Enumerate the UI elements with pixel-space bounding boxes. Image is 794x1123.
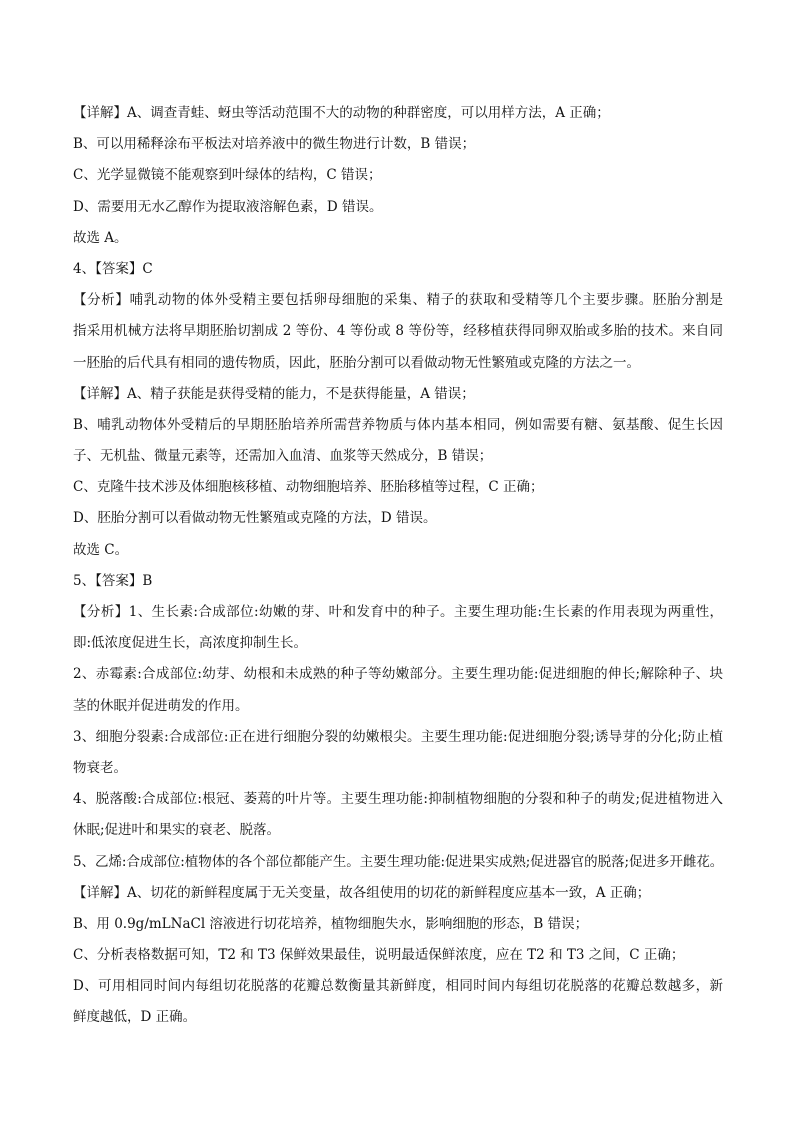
text-line: 2、赤霉素:合成部位:幼芽、幼根和未成熟的种子等幼嫩部分。主要生理功能:促进细胞的伸长;解除种子、块 [73,666,723,683]
text-line: 【详解】A、精子获能是获得受精的能力，不是获得能量，A 错误； [73,385,475,402]
text-line: 5、乙烯:合成部位:植物体的各个部位都能产生。主要生理功能:促进果实成熟;促进器官的脱落;促进多开雌花。 [73,853,723,870]
text-line: 子、无机盐、微量元素等，还需加入血清、血浆等天然成分，B 错误； [73,448,493,465]
text-line: B、哺乳动物体外受精后的早期胚胎培养所需营养物质与体内基本相同，例如需要有糖、氨基酸、促生长因 [73,416,723,433]
text-line: D、需要用无水乙醇作为提取液溶解色素，D 错误。 [73,198,383,215]
text-line: D、胚胎分割可以看做动物无性繁殖或克隆的方法，D 错误。 [73,510,437,527]
text-line: B、用 0.9g/mLNaCl 溶液进行切花培养，植物细胞失水，影响细胞的形态，B 错误； [73,915,589,932]
text-line: 【分析】1、生长素:合成部位:幼嫩的芽、叶和发育中的种子。主要生理功能:生长素的作用表现为两重性， [73,604,723,620]
text-line: 【分析】哺乳动物的体外受精主要包括卵母细胞的采集、精子的获取和受精等几个主要步骤。胚胎分割是 [73,292,723,309]
text-line: 物衰老。 [73,759,127,776]
text-line: 3、细胞分裂素:合成部位:正在进行细胞分裂的幼嫩根尖。主要生理功能:促进细胞分裂;诱导芽的分化;防止植 [73,728,723,745]
text-line: C、光学显微镜不能观察到叶绿体的结构，C 错误； [73,167,382,184]
text-line: 鲜度越低，D 正确。 [73,1009,197,1026]
text-line: D、可用相同时间内每组切花脱落的花瓣总数衡量其新鲜度，相同时间内每组切花脱落的花瓣总数越多，新 [73,978,723,995]
answer-explanation-text [73,98,723,1034]
text-line: 茎的休眠并促进萌发的作用。 [73,697,249,714]
text-line: 故选 A。 [73,229,128,246]
question-5-answer: 5、【答案】B [73,572,153,589]
text-line: 故选 C。 [73,541,129,558]
text-line: 休眠;促进叶和果实的衰老、脱落。 [73,822,281,839]
text-line: 【详解】A、切花的新鲜程度属于无关变量，故各组使用的切花的新鲜程度应基本一致，A 正确； [73,884,651,901]
question-4-answer: 4、【答案】C [73,260,153,277]
text-line: 【详解】A、调查青蛙、蚜虫等活动范围不大的动物的种群密度，可以用样方法，A 正确； [73,105,610,121]
text-line: 4、脱落酸:合成部位:根冠、萎蔫的叶片等。主要生理功能:抑制植物细胞的分裂和种子的萌发;促进植物进入 [73,791,723,808]
text-line: B、可以用稀释涂布平板法对培养液中的微生物进行计数，B 错误； [73,136,476,153]
text-line: C、分析表格数据可知，T2 和 T3 保鲜效果最佳，说明最适保鲜浓度，应在 T2 和 T3 之间，C 正确； [73,947,685,964]
text-line: 即:低浓度促进生长，高浓度抑制生长。 [73,635,308,652]
text-line: 指采用机械方法将早期胚胎切割成 2 等份、4 等份或 8 等份等，经移植获得同卵双胎或多胎的技术。来自同 [73,323,723,340]
text-line: 一胚胎的后代具有相同的遗传物质，因此，胚胎分割可以看做动物无性繁殖或克隆的方法之一。 [73,354,640,371]
text-line: C、克隆牛技术涉及体细胞核移植、动物细胞培养、胚胎移植等过程，C 正确； [73,479,544,496]
